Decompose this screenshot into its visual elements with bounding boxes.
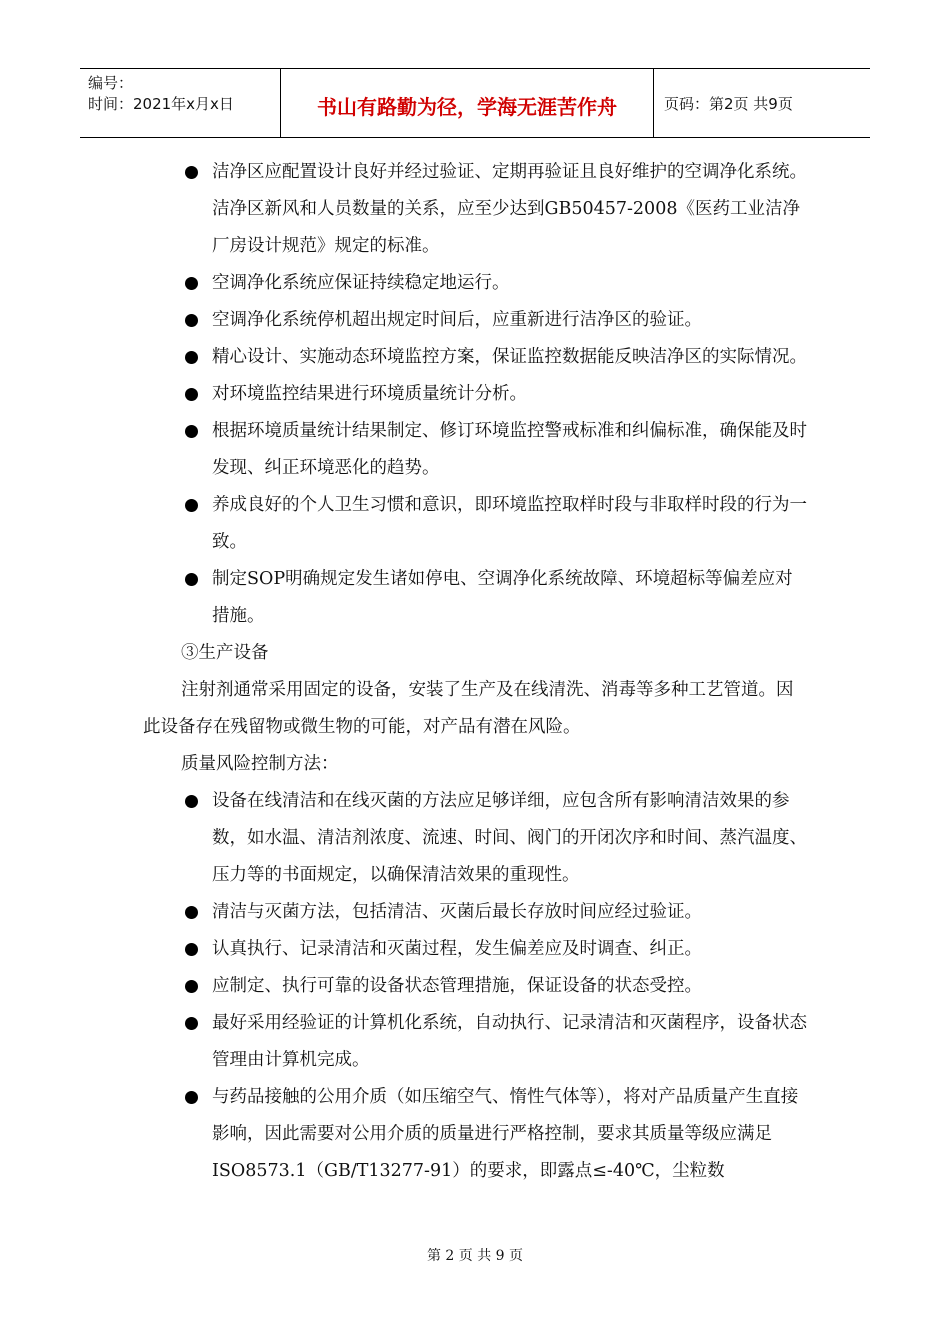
header-left-cell [80, 69, 281, 137]
list-item: 应制定、执行可靠的设备状态管理措施，保证设备的状态受控。 [143, 968, 808, 1005]
document-header [80, 68, 870, 138]
bullet-dot-icon [185, 351, 198, 364]
section-heading: ③生产设备 [181, 643, 269, 663]
bullet-dot-icon [185, 388, 198, 401]
page-footer: 第 2 页 共 9 页 [426, 1248, 524, 1264]
bullet-dot-icon [185, 277, 198, 290]
bullet-dot-icon [185, 906, 198, 919]
list-item: 认真执行、记录清洁和灭菌过程，发生偏差应及时调查、纠正。 [143, 931, 808, 968]
bullet-dot-icon [185, 499, 198, 512]
list-item: 清洁与灭菌方法，包括清洁、灭菌后最长存放时间应经过验证。 [143, 894, 808, 931]
header-page-info: 页码：第2页 共9页 [664, 94, 793, 113]
list-item: 最好采用经验证的计算机化系统，自动执行、记录清洁和灭菌程序，设备状态管理由计算机完成。 [143, 1005, 808, 1079]
bullet-dot-icon [185, 795, 198, 808]
bullet-dot-icon [185, 573, 198, 586]
time-label: 时间：2021年x月x日 [88, 95, 234, 113]
list-item: 与药品接触的公用介质（如压缩空气、惰性气体等），将对产品质量产生直接影响，因此需要对公用介质的质量进行严格控制，要求其质量等级应满足ISO8573.1（GB/T13277-91）的要求，即露点≤-40℃，尘粒数 [143, 1079, 808, 1190]
code-label: 编号： [88, 74, 134, 92]
bullet-dot-icon [185, 1017, 198, 1030]
bullet-dot-icon [185, 980, 198, 993]
section-paragraph: 注射剂通常采用固定的设备，安装了生产及在线清洗、消毒等多种工艺管道。因此设备存在残留物或微生物的可能，对产品有潜在风险。 [143, 680, 794, 737]
list-item: 空调净化系统停机超出规定时间后，应重新进行洁净区的验证。 [143, 302, 808, 339]
bullet-dot-icon [185, 943, 198, 956]
list-item: 养成良好的个人卫生习惯和意识，即环境监控取样时段与非取样时段的行为一致。 [143, 487, 808, 561]
bullet-dot-icon [185, 425, 198, 438]
method-label: 质量风险控制方法： [181, 754, 339, 774]
list-item: 制定SOP明确规定发生诸如停电、空调净化系统故障、环境超标等偏差应对措施。 [143, 561, 808, 635]
bullet-dot-icon [185, 314, 198, 327]
bullet-dot-icon [185, 1091, 198, 1104]
header-motto: 书山有路勤为径，学海无涯苦作舟 [281, 69, 654, 137]
list-item: 洁净区应配置设计良好并经过验证、定期再验证且良好维护的空调净化系统。洁净区新风和人员数量的关系，应至少达到GB50457-2008《医药工业洁净厂房设计规范》规定的标准。 [143, 154, 808, 265]
list-item: 根据环境质量统计结果制定、修订环境监控警戒标准和纠偏标准，确保能及时发现、纠正环境恶化的趋势。 [143, 413, 808, 487]
list-item: 对环境监控结果进行环境质量统计分析。 [143, 376, 808, 413]
bullet-dot-icon [185, 166, 198, 179]
document-body [143, 154, 808, 1190]
list-item: 空调净化系统应保证持续稳定地运行。 [143, 265, 808, 302]
list-item: 精心设计、实施动态环境监控方案，保证监控数据能反映洁净区的实际情况。 [143, 339, 808, 376]
list-item: 设备在线清洁和在线灭菌的方法应足够详细，应包含所有影响清洁效果的参数，如水温、清洁剂浓度、流速、时间、阀门的开闭次序和时间、蒸汽温度、压力等的书面规定，以确保清洁效果的重现性。 [143, 783, 808, 894]
